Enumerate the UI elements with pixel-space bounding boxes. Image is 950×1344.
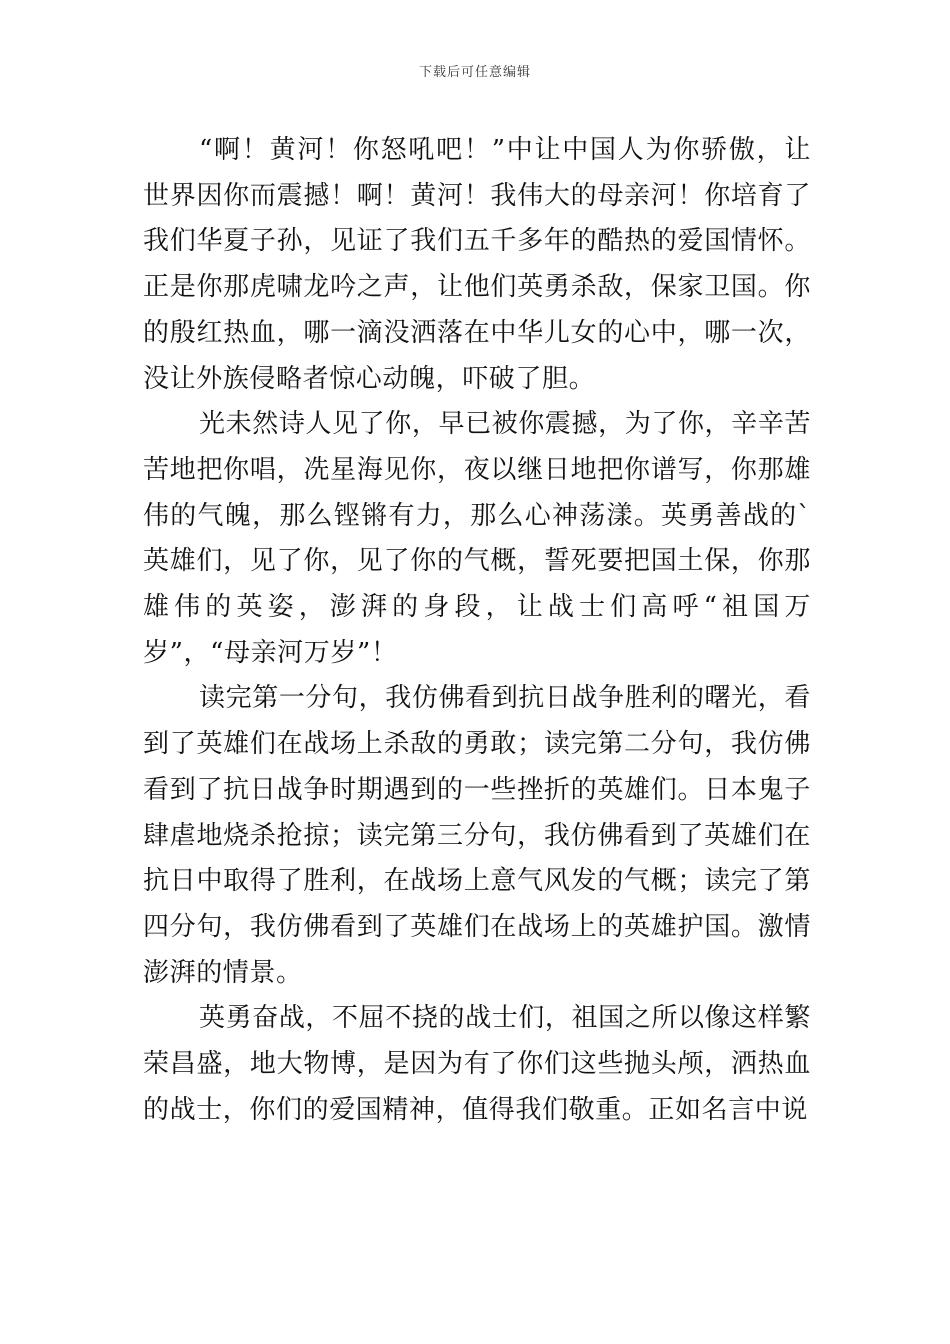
paragraph-2: 光未然诗人见了你，早已被你震撼，为了你，辛辛苦苦地把你唱，冼星海见你，夜以继日地把你谱写，你那雄伟的气魄，那么铿锵有力，那么心神荡漾。英勇善战的`英雄们，见了你，见了你的气概，誓死要把国土保，你那雄伟的英姿，澎湃的身段，让战士们高呼“祖国万岁”，“母亲河万岁”！ <box>143 409 811 668</box>
paragraph-1: “啊！黄河！你怒吼吧！”中让中国人为你骄傲，让世界因你而震撼！啊！黄河！我伟大的母亲河！你培育了我们华夏子孙，见证了我们五千多年的酷热的爱国情怀。正是你那虎啸龙吟之声，让他们英勇杀敌，保家卫国。你的殷红热血，哪一滴没洒落在中华儿女的心中，哪一次，没让外族侵略者惊心动魄，吓破了胆。 <box>143 135 811 394</box>
paragraph-4: 英勇奋战，不屈不挠的战士们，祖国之所以像这样繁荣昌盛，地大物博，是因为有了你们这些抛头颅，洒热血的战士，你们的爱国精神，值得我们敬重。正如名言中说 <box>143 1003 811 1125</box>
page-header: 下载后可任意编辑 <box>418 65 531 80</box>
paragraph-3: 读完第一分句，我仿佛看到抗日战争胜利的曙光，看到了英雄们在战场上杀敌的勇敢；读完第二分句，我仿佛看到了抗日战争时期遇到的一些挫折的英雄们。日本鬼子肆虐地烧杀抢掠；读完第三分句，我仿佛看到了英雄们在抗日中取得了胜利，在战场上意气风发的气概；读完了第四分句，我仿佛看到了英雄们在战场上的英雄护国。激情澎湃的情景。 <box>143 683 811 988</box>
document-body <box>143 128 811 1133</box>
